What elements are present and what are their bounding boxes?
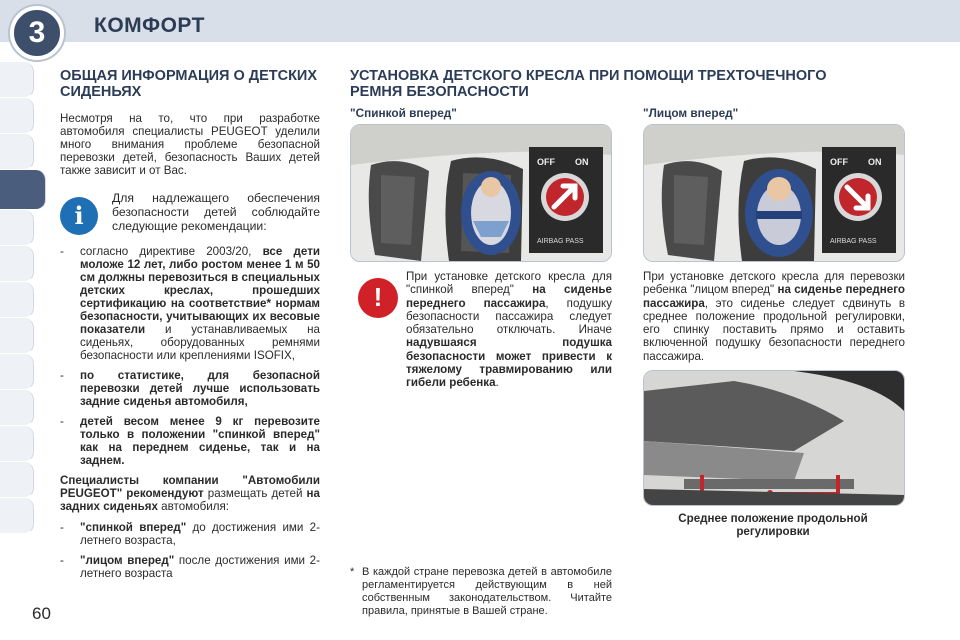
chapter-tab[interactable] <box>0 62 34 98</box>
airbag-pass-label: AIRBAG PASS <box>537 238 584 245</box>
list-item: - "спинкой вперед" до достижения ими 2-летнего возраста, <box>60 521 320 547</box>
info-note <box>60 191 320 233</box>
list-item: - по статистике, для безопасной перевозки детей лучше использовать задние сиденья автомобиля, <box>60 369 320 408</box>
warning-text: При установке детского кресла для "спинкой вперед" на сиденье переднего пассажира, подушку безопасности пассажира следует обязательно отключать. Иначе надувшаяся подушка безопасности может привести к тяжелому травмированию или гибели ребенка. <box>406 270 613 390</box>
chapter-tabs <box>0 62 40 534</box>
seat-rail-illustration <box>644 371 904 505</box>
chapter-tab[interactable] <box>0 282 34 318</box>
warning-note <box>350 270 612 390</box>
section-title-installation: УСТАНОВКА ДЕТСКОГО КРЕСЛА ПРИ ПОМОЩИ ТРЕХТОЧЕЧНОГО РЕМНЯ БЕЗОПАСНОСТИ <box>350 68 827 100</box>
photo-seat-rail <box>643 370 905 506</box>
chapter-tab[interactable] <box>0 98 34 134</box>
warning-icon: ! <box>358 278 398 318</box>
chapter-tab[interactable] <box>0 246 34 282</box>
list-item: - детей весом менее 9 кг перевозите только в положении "спинкой вперед" как на переднем сиденье, так и на заднем. <box>60 415 320 467</box>
airbag-off-label: OFF <box>537 157 555 167</box>
subhead-rear-facing: "Спинкой вперед" <box>350 106 457 120</box>
info-icon: i <box>60 197 98 235</box>
chapter-tab-active[interactable] <box>0 170 46 210</box>
recommendation-paragraph: Специалисты компании "Автомобили PEUGEOT" рекомендуют размещать детей на задних сиденьях автомобиля: <box>60 474 320 513</box>
chapter-tab[interactable] <box>0 134 34 170</box>
forward-facing-seat-illustration <box>644 125 904 261</box>
page-number: 60 <box>32 604 51 623</box>
left-column <box>60 68 320 587</box>
chapter-tab[interactable] <box>0 426 34 462</box>
chapter-tab[interactable] <box>0 318 34 354</box>
chapter-tab[interactable] <box>0 354 34 390</box>
chapter-number-badge: 3 <box>10 6 64 60</box>
footnote: * В каждой стране перевозка детей в автомобиле регламентируется действующим в ней собственным законодательством. Читайте правила, принятые в Вашей стране. <box>350 566 612 617</box>
airbag-off-label: OFF <box>830 157 848 167</box>
photo-rear-facing-seat <box>350 124 612 262</box>
section-title-general: ОБЩАЯ ИНФОРМАЦИЯ О ДЕТСКИХ СИДЕНЬЯХ <box>60 68 318 100</box>
subhead-forward-facing: "Лицом вперед" <box>643 106 739 120</box>
forward-facing-text: При установке детского кресла для перевозки ребенка "лицом вперед" на сиденье переднего пассажира, это сиденье следует сдвинуть в среднее положение продольной регулировки, его спинку поставить прямо и оставить включенной подушку безопасности переднего пассажира. <box>643 270 906 363</box>
info-text: Для надлежащего обеспечения безопасности детей соблюдайте следующие рекомендации: <box>112 191 320 233</box>
photo-forward-facing-seat <box>643 124 905 262</box>
chapter-tab[interactable] <box>0 462 34 498</box>
chapter-title: КОМФОРТ <box>94 14 205 37</box>
chapter-tab[interactable] <box>0 390 34 426</box>
chapter-tab[interactable] <box>0 498 34 534</box>
list-item: - "лицом вперед" после достижения ими 2-летнего возраста <box>60 554 320 580</box>
intro-paragraph: Несмотря на то, что при разработке автомобиля специалисты PEUGEOT уделили много внимания проблеме безопасной перевозки детей, безопасность Ваших детей также зависит и от Вас. <box>60 112 320 177</box>
airbag-pass-label: AIRBAG PASS <box>830 238 877 245</box>
airbag-on-label: ON <box>575 157 589 167</box>
list-item: - согласно директиве 2003/20, все дети моложе 12 лет, либо ростом менее 1 м 50 см должны перевозиться в специальных детских креслах, прошедших сертификацию на соответствие* нормам безопасности, учитывающих их весовые показатели и устанавливаемых на сиденьях, оборудованных ремнями безопасности или креплениями ISOFIX, <box>60 245 321 362</box>
chapter-tab[interactable] <box>0 210 34 246</box>
rear-facing-seat-illustration <box>351 125 611 261</box>
photo-caption: Среднее положение продольной регулировки <box>678 512 868 538</box>
airbag-on-label: ON <box>868 157 882 167</box>
